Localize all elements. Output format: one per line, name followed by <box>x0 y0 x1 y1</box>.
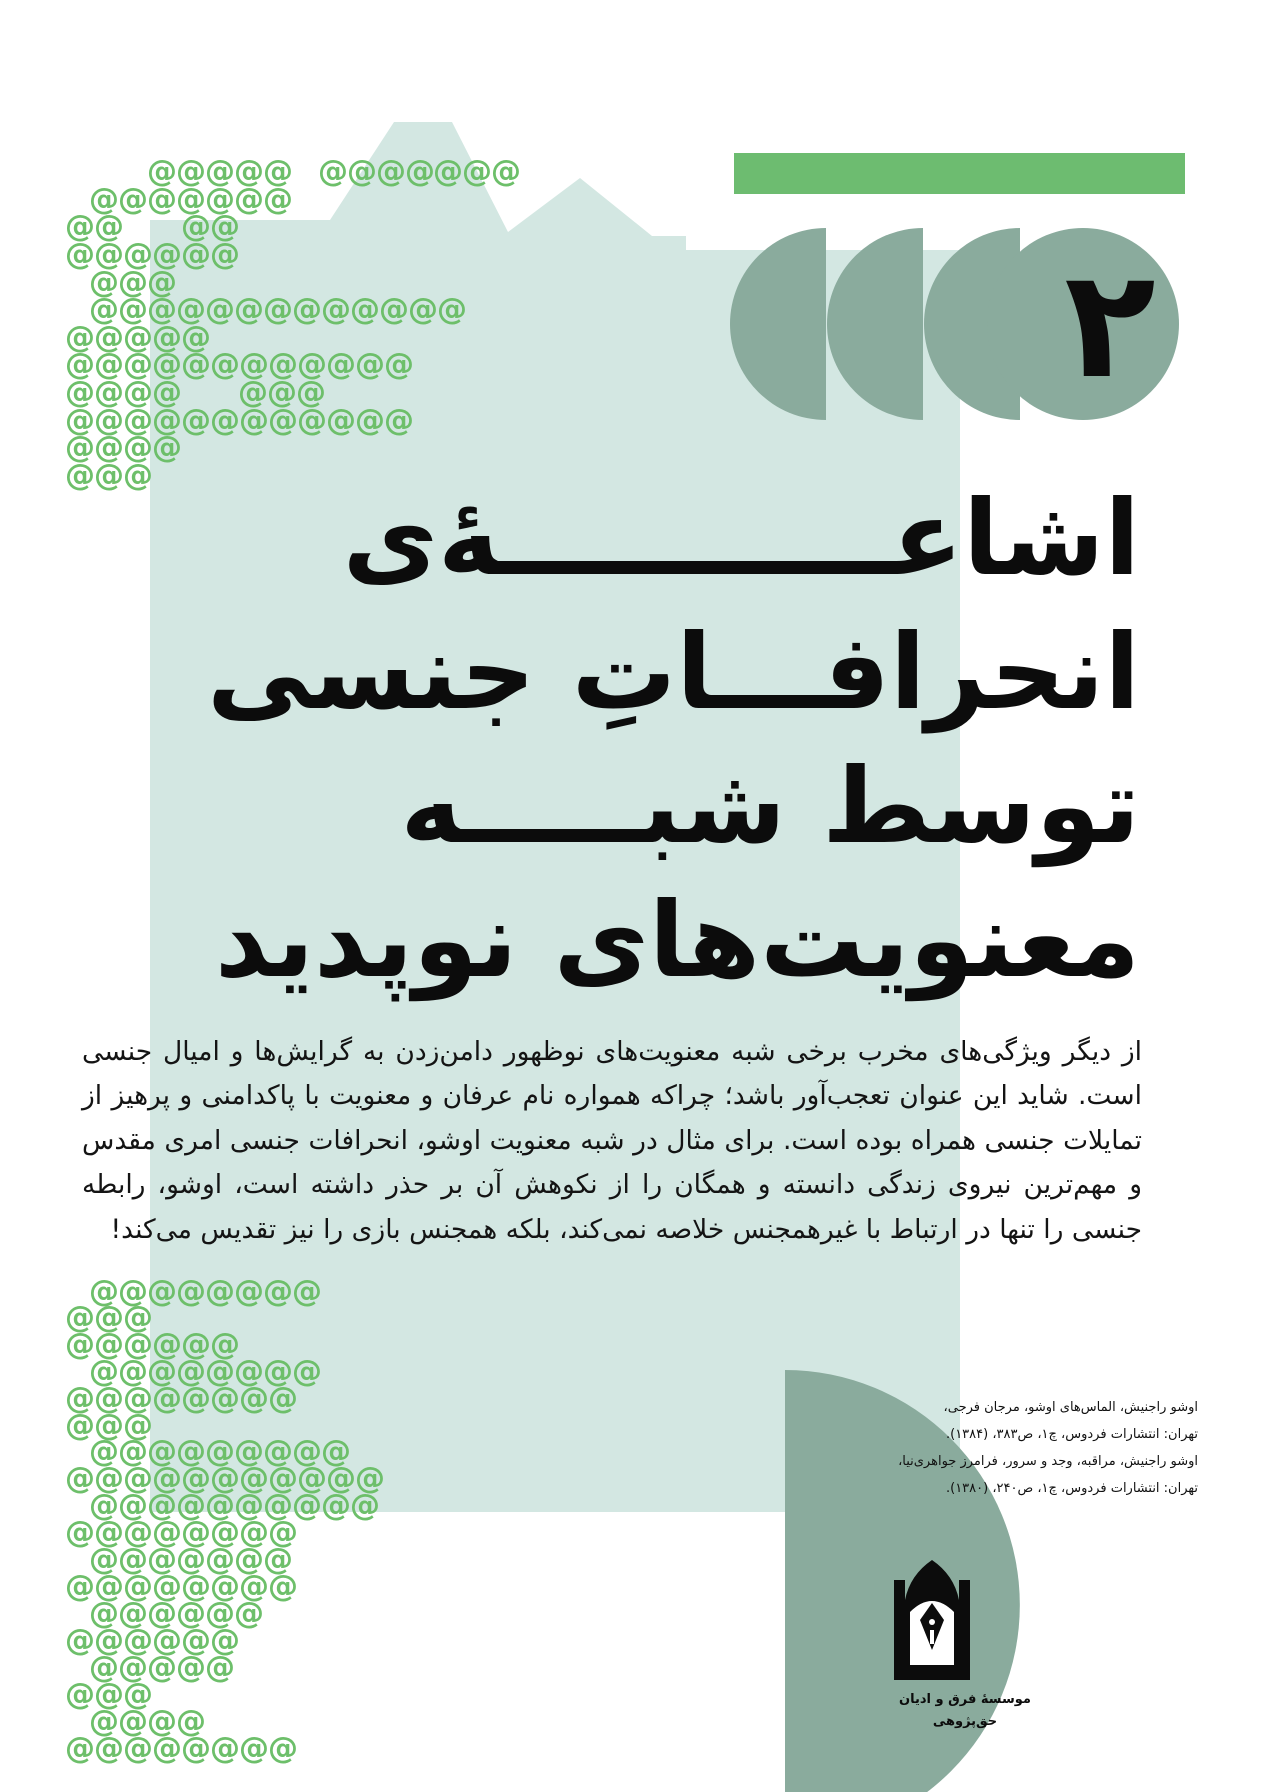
title-line-1: اشاعـــــــــــهٔ‌ی <box>342 477 1140 599</box>
swirl-pattern-icon: @ <box>268 347 298 382</box>
swirl-pattern-icon: @ <box>123 1677 153 1712</box>
swirl-pattern-icon: @ <box>210 1381 240 1416</box>
swirl-pattern-icon: @ <box>123 1300 153 1335</box>
swirl-pattern-icon: @ <box>94 1569 124 1604</box>
swirl-pattern-icon: @ <box>350 292 380 327</box>
swirl-pattern-icon: @ <box>94 1623 124 1658</box>
swirl-pattern-icon: @ <box>234 1274 264 1309</box>
swirl-pattern-icon: @ <box>94 320 124 355</box>
swirl-pattern-icon: @ <box>147 292 177 327</box>
swirl-pattern-icon: @ <box>318 154 348 189</box>
swirl-pattern-icon: @ <box>205 1488 235 1523</box>
swirl-pattern-icon: @ <box>89 1596 119 1631</box>
swirl-pattern-icon: @ <box>210 237 240 272</box>
swirl-pattern-icon: @ <box>181 1623 211 1658</box>
swirl-pattern-icon: @ <box>123 1623 153 1658</box>
references <box>800 1394 1198 1502</box>
swirl-pattern-icon: @ <box>123 237 153 272</box>
reference-line-1: اوشو راجنیش، الماس‌های اوشو، مرجان فرجی، <box>943 1400 1198 1415</box>
swirl-pattern-icon: @ <box>321 1488 351 1523</box>
swirl-pattern-icon: @ <box>65 1381 95 1416</box>
swirl-pattern-icon: @ <box>152 1381 182 1416</box>
swirl-pattern-icon: @ <box>147 1434 177 1469</box>
swirl-pattern-icon: @ <box>176 1596 206 1631</box>
swirl-pattern-icon: @ <box>94 430 124 465</box>
swirl-pattern-icon: @ <box>123 1381 153 1416</box>
swirl-pattern-icon: @ <box>94 1408 124 1443</box>
swirl-pattern-icon: @ <box>118 1434 148 1469</box>
swirl-pattern-icon: @ <box>94 1515 124 1550</box>
swirl-pattern-icon: @ <box>205 1354 235 1389</box>
swirl-pattern-icon: @ <box>205 292 235 327</box>
swirl-pattern-icon: @ <box>297 1461 327 1496</box>
swirl-pattern-icon: @ <box>123 1515 153 1550</box>
swirl-pattern-icon: @ <box>181 1569 211 1604</box>
swirl-pattern-icon: @ <box>123 403 153 438</box>
swirl-pattern-icon: @ <box>147 1596 177 1631</box>
swirl-pattern-icon: @ <box>152 1623 182 1658</box>
swirl-pattern-icon: @ <box>267 375 297 410</box>
swirl-pattern-icon: @ <box>176 154 206 189</box>
swirl-pattern-icon: @ <box>210 347 240 382</box>
swirl-pattern-icon: @ <box>118 1354 148 1389</box>
swirl-pattern-icon: @ <box>152 430 182 465</box>
swirl-pattern-icon: @ <box>239 347 269 382</box>
swirl-pattern-icon: @ <box>118 1488 148 1523</box>
swirl-pattern-icon: @ <box>321 1434 351 1469</box>
swirl-pattern-icon: @ <box>263 292 293 327</box>
swirl-pattern-icon: @ <box>118 182 148 217</box>
swirl-pattern-icon: @ <box>152 237 182 272</box>
swirl-pattern-icon: @ <box>65 1327 95 1362</box>
swirl-pattern-icon: @ <box>263 1542 293 1577</box>
swirl-pattern-icon: @ <box>292 1274 322 1309</box>
swirl-pattern-icon: @ <box>376 154 406 189</box>
swirl-pattern-icon: @ <box>437 292 467 327</box>
swirl-pattern-icon: @ <box>123 1327 153 1362</box>
swirl-pattern-icon: @ <box>152 1327 182 1362</box>
swirl-pattern-icon: @ <box>123 458 153 493</box>
swirl-pattern-icon: @ <box>89 1274 119 1309</box>
swirl-pattern-icon: @ <box>94 1461 124 1496</box>
body-paragraph: از دیگر ویژگی‌های مخرب برخی شبه معنویت‌های نوظهور دامن‌زدن به گرایش‌ها و امیال جنسی است. شاید این عنوان تعجب‌آور باشد؛ چراکه همواره نام عرفان و معنویت با پاکدامنی و پرهیز از تمایلات جنسی همراه بوده است. برای مثال در شبه معنویت اوشو، انحرافات جنسی امری مقدس و مهم‌ترین نیروی زندگی دانسته و همگان را از نکوهش آن بر حذر داشته است، اوشو، رابطه جنسی را تنها در ارتباط با غیرهمجنس خلاصه نمی‌کند، بلکه همجنس بازی را نیز تقدیس می‌کند! <box>82 1036 1142 1245</box>
swirl-pattern-icon: @ <box>181 1327 211 1362</box>
swirl-pattern-icon: @ <box>94 209 124 244</box>
swirl-pattern-icon: @ <box>384 403 414 438</box>
swirl-pattern-icon: @ <box>176 1542 206 1577</box>
swirl-pattern-icon: @ <box>355 347 385 382</box>
swirl-pattern-icon: @ <box>263 1274 293 1309</box>
swirl-pattern-icon: @ <box>65 1515 95 1550</box>
swirl-pattern-icon: @ <box>123 430 153 465</box>
swirl-pattern-icon: @ <box>292 292 322 327</box>
swirl-pattern-icon: @ <box>292 1354 322 1389</box>
swirl-pattern-icon: @ <box>408 292 438 327</box>
swirl-pattern-icon: @ <box>326 347 356 382</box>
swirl-pattern-icon: @ <box>268 1381 298 1416</box>
swirl-pattern-icon: @ <box>65 1300 95 1335</box>
swirl-pattern-icon: @ <box>147 1650 177 1685</box>
swirl-pattern-icon: @ <box>210 1461 240 1496</box>
swirl-pattern-icon: @ <box>65 209 95 244</box>
swirl-pattern-icon: @ <box>234 1488 264 1523</box>
swirl-pattern-icon: @ <box>176 1434 206 1469</box>
swirl-pattern-icon: @ <box>176 292 206 327</box>
swirl-pattern-icon: @ <box>94 1731 124 1766</box>
swirl-pattern-icon: @ <box>268 403 298 438</box>
swirl-pattern-icon: @ <box>65 237 95 272</box>
swirl-pattern-icon: @ <box>94 1300 124 1335</box>
swirl-pattern-icon: @ <box>384 347 414 382</box>
swirl-pattern-icon: @ <box>234 154 264 189</box>
swirl-pattern-icon: @ <box>263 182 293 217</box>
swirl-pattern-icon: @ <box>123 347 153 382</box>
swirl-pattern-icon: @ <box>118 1542 148 1577</box>
swirl-pattern-icon: @ <box>65 1731 95 1766</box>
swirl-pattern-icon: @ <box>210 209 240 244</box>
swirl-pattern-icon: @ <box>181 237 211 272</box>
green-bar <box>734 153 1185 194</box>
swirl-pattern-icon: @ <box>118 1274 148 1309</box>
swirl-pattern-icon: @ <box>65 1461 95 1496</box>
swirl-pattern-icon: @ <box>296 375 326 410</box>
swirl-pattern-icon: @ <box>147 265 177 300</box>
swirl-pattern-icon: @ <box>234 1354 264 1389</box>
swirl-pattern-icon: @ <box>65 1677 95 1712</box>
swirl-pattern-icon: @ <box>65 1408 95 1443</box>
swirl-pattern-icon: @ <box>176 1704 206 1739</box>
swirl-pattern-icon: @ <box>350 1488 380 1523</box>
title-line-2: انحرافـــاتِ جنسی <box>207 611 1140 733</box>
swirl-pattern-icon: @ <box>205 1434 235 1469</box>
swirl-pattern-icon: @ <box>118 1704 148 1739</box>
swirl-pattern-icon: @ <box>176 182 206 217</box>
swirl-pattern-icon: @ <box>94 403 124 438</box>
swirl-pattern-icon: @ <box>181 403 211 438</box>
swirl-pattern-icon: @ <box>297 347 327 382</box>
swirl-pattern-icon: @ <box>297 403 327 438</box>
swirl-pattern-icon: @ <box>491 154 521 189</box>
swirl-pattern-icon: @ <box>239 1731 269 1766</box>
swirl-pattern-icon: @ <box>268 1515 298 1550</box>
swirl-pattern-icon: @ <box>263 1488 293 1523</box>
swirl-pattern-icon: @ <box>238 375 268 410</box>
swirl-pattern-icon: @ <box>234 1596 264 1631</box>
reference-line-3: اوشو راجنیش، مراقبه، وجد و سرور، فرامرز جواهری‌نیا، <box>898 1454 1198 1469</box>
swirl-pattern-icon: @ <box>181 1381 211 1416</box>
swirl-pattern-icon: @ <box>152 347 182 382</box>
swirl-pattern-icon: @ <box>181 347 211 382</box>
swirl-pattern-icon: @ <box>94 458 124 493</box>
swirl-pattern-icon: @ <box>94 237 124 272</box>
swirl-pattern-icon: @ <box>239 1461 269 1496</box>
swirl-pattern-icon: @ <box>89 265 119 300</box>
swirl-pattern-icon: @ <box>65 458 95 493</box>
title-line-4: معنویت‌های نوپدید <box>214 879 1140 1001</box>
swirl-pattern-icon: @ <box>89 1704 119 1739</box>
swirl-pattern-icon: @ <box>263 1434 293 1469</box>
swirl-pattern-icon: @ <box>263 154 293 189</box>
swirl-pattern-icon: @ <box>65 1623 95 1658</box>
swirl-pattern-icon: @ <box>123 1569 153 1604</box>
swirl-pattern-icon: @ <box>210 1731 240 1766</box>
swirl-pattern-icon: @ <box>462 154 492 189</box>
swirl-pattern-icon: @ <box>433 154 463 189</box>
swirl-pattern-icon: @ <box>94 347 124 382</box>
swirl-pattern-icon: @ <box>89 182 119 217</box>
logo-subtitle: حق‌پژوهی <box>932 1714 998 1729</box>
swirl-pattern-icon: @ <box>65 320 95 355</box>
swirl-pattern-icon: @ <box>210 1327 240 1362</box>
logo-name: موسسهٔ فرق و ادیان <box>899 1692 1031 1707</box>
swirl-pattern-icon: @ <box>147 1354 177 1389</box>
swirl-pattern-icon: @ <box>152 320 182 355</box>
swirl-pattern-icon: @ <box>210 1515 240 1550</box>
swirl-pattern-icon: @ <box>292 1434 322 1469</box>
swirl-pattern-icon: @ <box>123 1731 153 1766</box>
swirl-pattern-icon: @ <box>65 430 95 465</box>
swirl-pattern-icon: @ <box>123 375 153 410</box>
swirl-pattern-icon: @ <box>147 1488 177 1523</box>
swirl-pattern-icon: @ <box>234 292 264 327</box>
swirl-pattern-icon: @ <box>89 1542 119 1577</box>
swirl-pattern-icon: @ <box>326 1461 356 1496</box>
swirl-pattern-icon: @ <box>405 154 435 189</box>
swirl-pattern-icon: @ <box>123 320 153 355</box>
swirl-pattern-icon: @ <box>239 1381 269 1416</box>
swirl-pattern-icon: @ <box>176 1274 206 1309</box>
swirl-pattern-icon: @ <box>147 182 177 217</box>
swirl-pattern-icon: @ <box>89 292 119 327</box>
swirl-pattern-icon: @ <box>147 154 177 189</box>
swirl-pattern-icon: @ <box>89 1434 119 1469</box>
swirl-pattern-icon: @ <box>118 1596 148 1631</box>
swirl-pattern-icon: @ <box>123 1461 153 1496</box>
swirl-pattern-icon: @ <box>89 1488 119 1523</box>
swirl-pattern-icon: @ <box>181 1461 211 1496</box>
swirl-pattern-icon: @ <box>210 1623 240 1658</box>
swirl-pattern-icon: @ <box>181 209 211 244</box>
swirl-pattern-icon: @ <box>176 1650 206 1685</box>
swirl-pattern-icon: @ <box>152 1515 182 1550</box>
swirl-pattern-icon: @ <box>89 1354 119 1389</box>
swirl-pattern-icon: @ <box>205 182 235 217</box>
swirl-pattern-icon: @ <box>292 1488 322 1523</box>
swirl-pattern-icon: @ <box>355 1461 385 1496</box>
swirl-pattern-icon: @ <box>181 1731 211 1766</box>
swirl-pattern-icon: @ <box>123 1408 153 1443</box>
swirl-pattern-icon: @ <box>239 403 269 438</box>
swirl-pattern-icon: @ <box>205 1274 235 1309</box>
swirl-pattern-icon: @ <box>234 1542 264 1577</box>
swirl-pattern-icon: @ <box>210 403 240 438</box>
swirl-pattern-icon: @ <box>268 1461 298 1496</box>
swirl-pattern-icon: @ <box>205 1650 235 1685</box>
swirl-pattern-icon: @ <box>239 1569 269 1604</box>
swirl-pattern-icon: @ <box>152 1569 182 1604</box>
swirl-pattern-icon: @ <box>118 292 148 327</box>
swirl-pattern-icon: @ <box>210 1569 240 1604</box>
swirl-pattern-icon: @ <box>152 375 182 410</box>
swirl-pattern-icon: @ <box>181 1515 211 1550</box>
swirl-pattern-icon: @ <box>234 1434 264 1469</box>
swirl-pattern-icon: @ <box>176 1488 206 1523</box>
swirl-pattern-icon: @ <box>181 320 211 355</box>
issue-number: ۲ <box>1064 238 1156 412</box>
swirl-pattern-icon: @ <box>94 1381 124 1416</box>
swirl-pattern-icon: @ <box>94 1327 124 1362</box>
swirl-pattern-icon: @ <box>205 154 235 189</box>
swirl-pattern-icon: @ <box>94 1677 124 1712</box>
reference-line-2: تهران: انتشارات فردوس، چ۱، ص۳۸۳، (۱۳۸۴). <box>945 1427 1198 1442</box>
swirl-pattern-icon: @ <box>65 375 95 410</box>
swirl-pattern-icon: @ <box>234 182 264 217</box>
swirl-pattern-icon: @ <box>118 1650 148 1685</box>
reference-line-4: تهران: انتشارات فردوس، چ۱، ص۲۴۰، (۱۳۸۰). <box>945 1481 1198 1496</box>
swirl-pattern-icon: @ <box>152 1731 182 1766</box>
swirl-pattern-icon: @ <box>326 403 356 438</box>
swirl-pattern-icon: @ <box>118 265 148 300</box>
swirl-pattern-icon: @ <box>176 1354 206 1389</box>
swirl-pattern-icon: @ <box>65 403 95 438</box>
swirl-pattern-icon: @ <box>205 1596 235 1631</box>
swirl-pattern-icon: @ <box>379 292 409 327</box>
swirl-pattern-icon: @ <box>94 375 124 410</box>
swirl-pattern-icon: @ <box>65 347 95 382</box>
swirl-pattern-icon: @ <box>355 403 385 438</box>
swirl-pattern-icon: @ <box>205 1542 235 1577</box>
swirl-pattern-icon: @ <box>152 403 182 438</box>
swirl-pattern-icon: @ <box>268 1731 298 1766</box>
swirl-pattern-icon: @ <box>152 1461 182 1496</box>
swirl-pattern-icon: @ <box>89 1650 119 1685</box>
swirl-pattern-icon: @ <box>147 1704 177 1739</box>
swirl-pattern-icon: @ <box>65 1569 95 1604</box>
swirl-pattern-icon: @ <box>268 1569 298 1604</box>
swirl-pattern-icon: @ <box>263 1354 293 1389</box>
swirl-pattern-icon: @ <box>147 1542 177 1577</box>
swirl-pattern-icon: @ <box>239 1515 269 1550</box>
title-line-3: توسط شبـــــه <box>400 745 1140 867</box>
swirl-pattern-icon: @ <box>147 1274 177 1309</box>
swirl-pattern-icon: @ <box>321 292 351 327</box>
swirl-pattern-icon: @ <box>347 154 377 189</box>
